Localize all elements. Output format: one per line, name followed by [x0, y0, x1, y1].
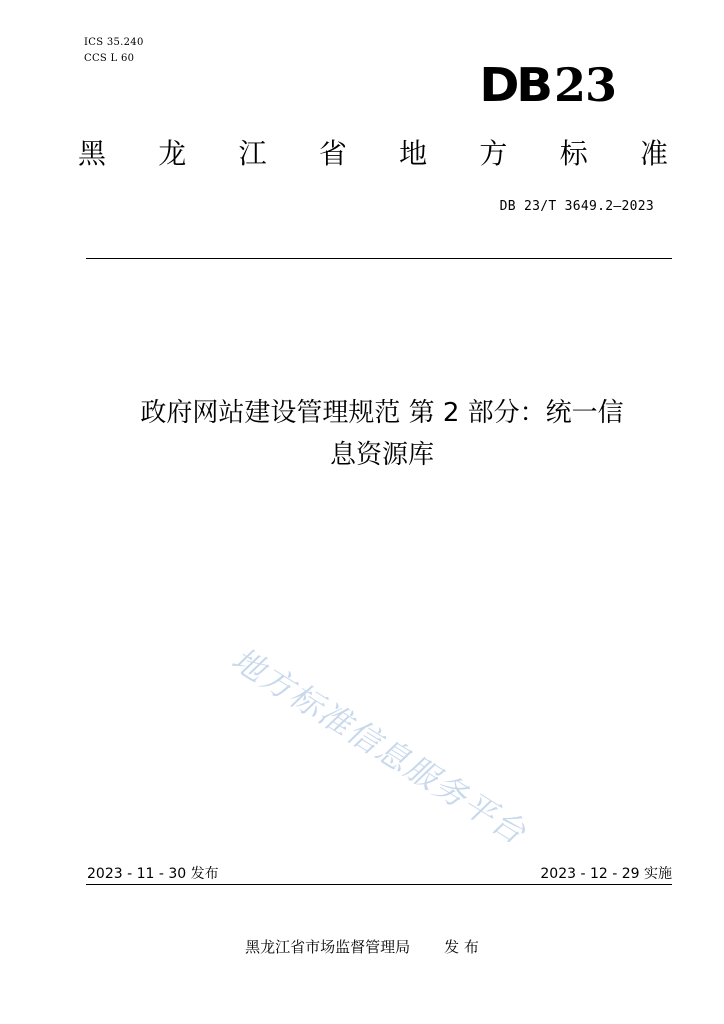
- standard-number: DB 23/T 3649.2—2023: [499, 199, 654, 214]
- standard-category-char: 省: [318, 137, 347, 170]
- document-title-line-2: 息资源库: [329, 440, 434, 470]
- document-title: [60, 392, 704, 476]
- ccs-code: CCS L 60: [84, 53, 135, 64]
- watermark: 地方标准信息服务平台: [224, 639, 534, 853]
- ics-code: ICS 35.240: [84, 37, 144, 48]
- db-logo: [479, 58, 616, 112]
- standard-category: [78, 137, 668, 170]
- top-divider: [86, 258, 672, 259]
- standard-category-char: 方: [479, 137, 508, 170]
- standard-category-char: 地: [399, 137, 428, 170]
- logo-letters: DB: [479, 58, 550, 112]
- publisher-action: 发 布: [444, 938, 479, 956]
- bottom-divider: [86, 884, 672, 885]
- publisher-name: 黑龙江省市场监督管理局: [245, 938, 411, 956]
- document-title-line-1: 政府网站建设管理规范 第 2 部分：统一信: [140, 398, 624, 428]
- standard-category-char: 龙: [158, 137, 187, 170]
- logo-number: 23: [553, 58, 616, 112]
- issue-date: 2023 - 11 - 30 发布: [87, 866, 219, 882]
- standard-category-char: 江: [238, 137, 267, 170]
- standard-category-char: 黑: [78, 137, 107, 170]
- implementation-date: 2023 - 12 - 29 实施: [540, 866, 672, 882]
- standard-category-char: 准: [639, 137, 668, 170]
- standard-category-char: 标: [559, 137, 588, 170]
- publisher-line: [0, 936, 724, 957]
